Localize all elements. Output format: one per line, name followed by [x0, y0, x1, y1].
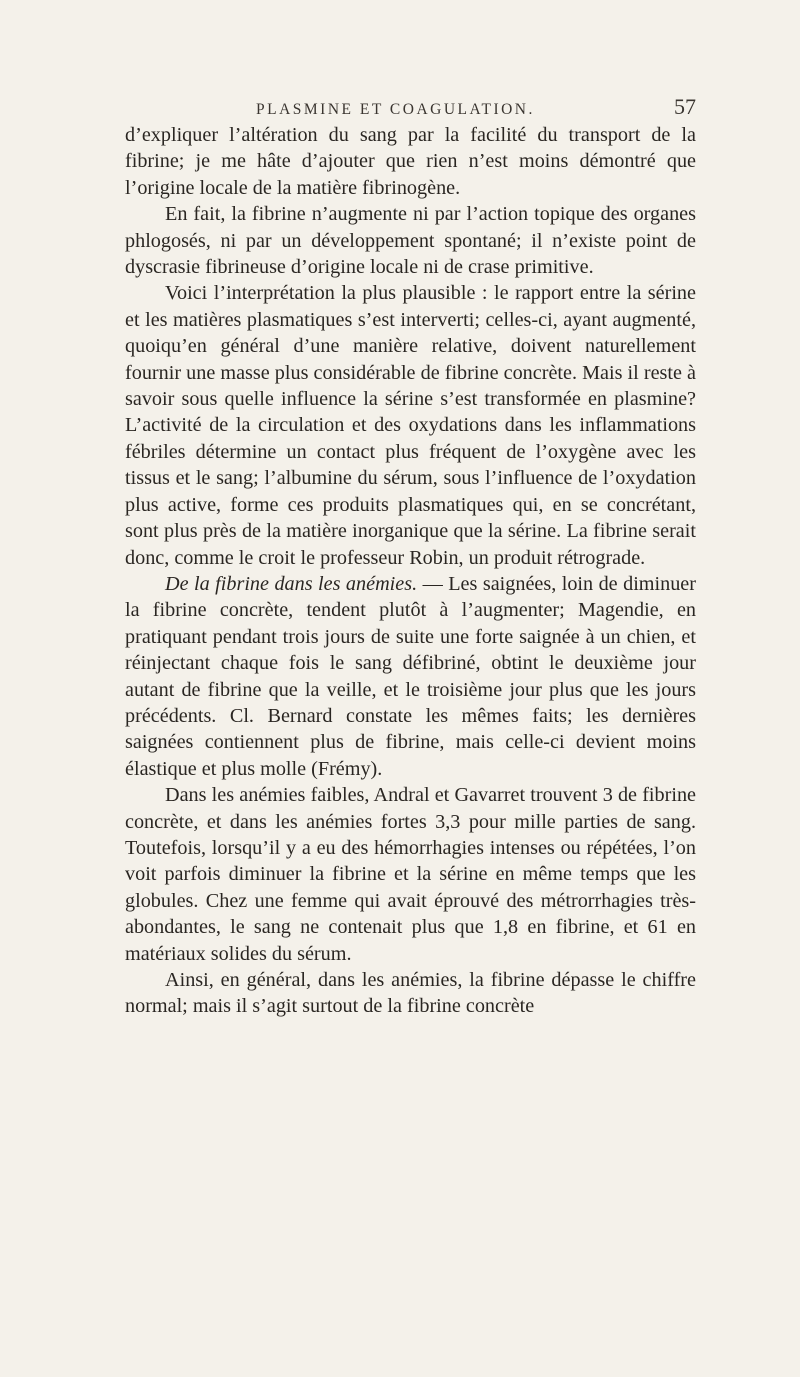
paragraph: Voici l’interprétation la plus plausible : le rapport entre la sérine et les matières plasmatiques s’est interverti; celles-ci, ayant augmenté, quoiqu’en général d’une manière relative, doivent naturellement fournir une masse plus considérable de fibrine concrète. Mais il reste à savoir sous quelle influence la sérine s’est transformée en plasmine? L’activité de la circulation et des oxydations dans les inflammations fébriles détermine un contact plus fréquent de l’oxygène avec les tissus et le sang; l’albumine du sérum, sous l’influence de l’oxydation plus active, forme ces produits plasmatiques qui, en se concrétant, sont plus près de la matière inorganique que la sérine. La fibrine serait donc, comme le croit le professeur Robin, un produit rétrograde.	[125, 282, 696, 569]
page-number: 57	[674, 94, 696, 119]
paragraph: d’expliquer l’altération du sang par la facilité du transport de la fibrine; je me hâte d’ajouter que rien n’est moins démontré que l’origine locale de la matière fibrinogène.	[125, 124, 696, 199]
page-body	[125, 122, 696, 1020]
section-title: De la fibrine dans les anémies.	[165, 572, 418, 595]
paragraph: Ainsi, en général, dans les anémies, la fibrine dépasse le chiffre normal; mais il s’agit surtout de la fibrine concrète	[125, 969, 696, 1018]
paragraph: Dans les anémies faibles, Andral et Gavarret trouvent 3 de fibrine concrète, et dans les anémies fortes 3,3 pour mille parties de sang. Toutefois, lorsqu’il y a eu des hémorrhagies intenses ou répétées, l’on voit parfois diminuer la fibrine et la sérine en même temps que les globules. Chez une femme qui avait éprouvé des métrorrhagies très-abondantes, le sang ne contenait plus que 1,8 en fibrine, et 61 en matériaux solides du sérum.	[125, 784, 696, 965]
page-header	[176, 94, 696, 120]
running-head: PLASMINE ET COAGULATION.	[256, 101, 535, 118]
paragraph: En fait, la fibrine n’augmente ni par l’action topique des organes phlogosés, ni par un développement spontané; il n’existe point de dyscrasie fibrineuse d’origine locale ni de crase primitive.	[125, 203, 696, 279]
paragraph-text: — Les saignées, loin de diminuer la fibrine concrète, tendent plutôt à l’augmenter; Magendie, en pratiquant pendant trois jours de suite une forte saignée à un chien, et réinjectant chaque fois le sang défibriné, obtint le deuxième jour autant de fibrine que la veille, et le troisième jour plus que les jours précédents. Cl. Bernard constate les mêmes faits; les dernières saignées contiennent plus de fibrine, mais celle-ci devient moins élastique et plus molle (Frémy).	[125, 572, 696, 780]
paragraph	[125, 571, 696, 782]
